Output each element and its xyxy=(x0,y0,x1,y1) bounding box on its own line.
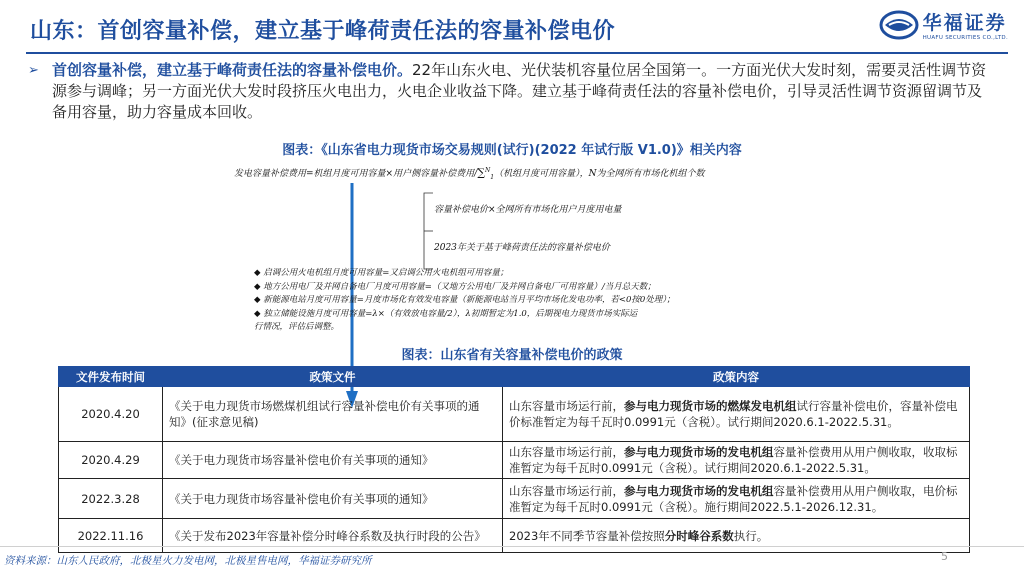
row-content: 山东容量市场运行前，参与电力现货市场的发电机组容量补偿费用从用户侧收取，电价标准暂定为每千瓦时0.0991元（含税）。施行期间2022.5.1-2026.12.31。 xyxy=(503,479,970,519)
logo-name: 华福证券 xyxy=(922,12,1007,34)
table-row xyxy=(59,519,970,553)
formula-user-side: 容量补偿电价×全网所有市场化用户月度用电量 xyxy=(434,205,622,215)
company-logo xyxy=(879,8,1008,41)
source-note: 资料来源：山东人民政府，北极星火力发电网，北极星售电网，华福证券研究所 xyxy=(4,555,372,567)
row-document: 《关于发布2023年容量补偿分时峰谷系数及执行时段的公告》 xyxy=(163,519,503,553)
policy-table xyxy=(58,366,970,553)
logo-english-name: HUAFU SECURITIES CO.,LTD. xyxy=(922,35,1008,41)
arrow-bullet-icon: ➢ xyxy=(28,63,39,78)
row-date: 2022.3.28 xyxy=(59,479,163,519)
rules-notes xyxy=(254,267,675,335)
header-document: 政策文件 xyxy=(163,367,503,387)
page-title: 山东：首创容量补偿，建立基于峰荷责任法的容量补偿电价 xyxy=(30,19,616,44)
note-item: ◆ 地方公用电厂及并网自备电厂月度可用容量=（又地方公用电厂及并网自备电厂可用容量）/当月总天数； xyxy=(254,281,656,292)
figure2-caption: 图表：山东省有关容量补偿电价的政策 xyxy=(401,348,623,363)
row-date: 2020.4.29 xyxy=(59,442,163,479)
table-row xyxy=(59,479,970,519)
row-document: 《关于电力现货市场燃煤机组试行容量补偿电价有关事项的通知》(征求意见稿) xyxy=(163,387,503,442)
row-document: 《关于电力现货市场容量补偿电价有关事项的通知》 xyxy=(163,479,503,519)
formula-2023-note: 2023年关于基于峰荷责任法的容量补偿电价 xyxy=(434,243,610,253)
row-document: 《关于电力现货市场容量补偿电价有关事项的通知》 xyxy=(163,442,503,479)
formula-main: 发电容量补偿费用=机组月度可用容量×用户侧容量补偿费用/∑$^N_1$（机组月度可用容量），N为全网所有市场化机组个数 xyxy=(234,166,705,181)
footer-divider xyxy=(0,546,1024,547)
note-item: ◆ 独立储能设施月度可用容量=λ×（有效放电容量/2），λ初期暂定为1.0，后期视电力现货市场实际运 xyxy=(254,308,638,319)
table-row xyxy=(59,442,970,479)
table-header-row xyxy=(59,367,970,387)
note-item: 行情况，评估后调整。 xyxy=(254,322,340,332)
title-divider xyxy=(26,52,1008,54)
row-date: 2020.4.20 xyxy=(59,387,163,442)
row-date: 2022.11.16 xyxy=(59,519,163,553)
rules-diagram xyxy=(234,161,794,343)
row-content: 山东容量市场运行前，参与电力现货市场的燃煤发电机组试行容量补偿电价，容量补偿电价标准暂定为每千瓦时0.0991元（含税）。试行期间2020.6.1-2022.5.31。 xyxy=(503,387,970,442)
bracket-connector-icon xyxy=(422,191,434,271)
summary-text: 22年山东火电、光伏装机容量位居全国第一。一方面光伏大发时刻，需要灵活性调节资源参与调峰；另一方面光伏大发时段挤压火电出力，火电企业收益下降。建立基于峰荷责任法的容量补偿电价，引导灵活性调节资源留调节及备用容量，助力容量成本回收。 xyxy=(52,61,987,121)
header-content: 政策内容 xyxy=(503,367,970,387)
figure1-caption: 图表：《山东省电力现货市场交易规则(试行)(2022 年试行版 V1.0)》相关内容 xyxy=(282,143,742,158)
row-content: 山东容量市场运行前，参与电力现货市场的发电机组容量补偿费用从用户侧收取，收取标准暂定为每千瓦时0.0991元（含税）。试行期间2020.6.1-2022.5.31。 xyxy=(503,442,970,479)
header-date: 文件发布时间 xyxy=(59,367,163,387)
logo-mark-icon xyxy=(879,9,919,41)
note-item: ◆ 新能源电站月度可用容量=月度市场化有效发电容量（新能源电站当月平均市场化发电功率，若<0按0处理）； xyxy=(254,295,676,305)
note-item: ◆ 启调公用火电机组月度可用容量=又启调公用火电机组可用容量； xyxy=(254,268,509,278)
summary-highlight: 首创容量补偿，建立基于峰荷责任法的容量补偿电价。 xyxy=(52,61,413,79)
summary-bullet xyxy=(28,60,992,123)
row-content: 2023年不同季节容量补偿按照分时峰谷系数执行。 xyxy=(503,519,970,553)
table-row xyxy=(59,387,970,442)
page-number: 5 xyxy=(941,550,948,563)
